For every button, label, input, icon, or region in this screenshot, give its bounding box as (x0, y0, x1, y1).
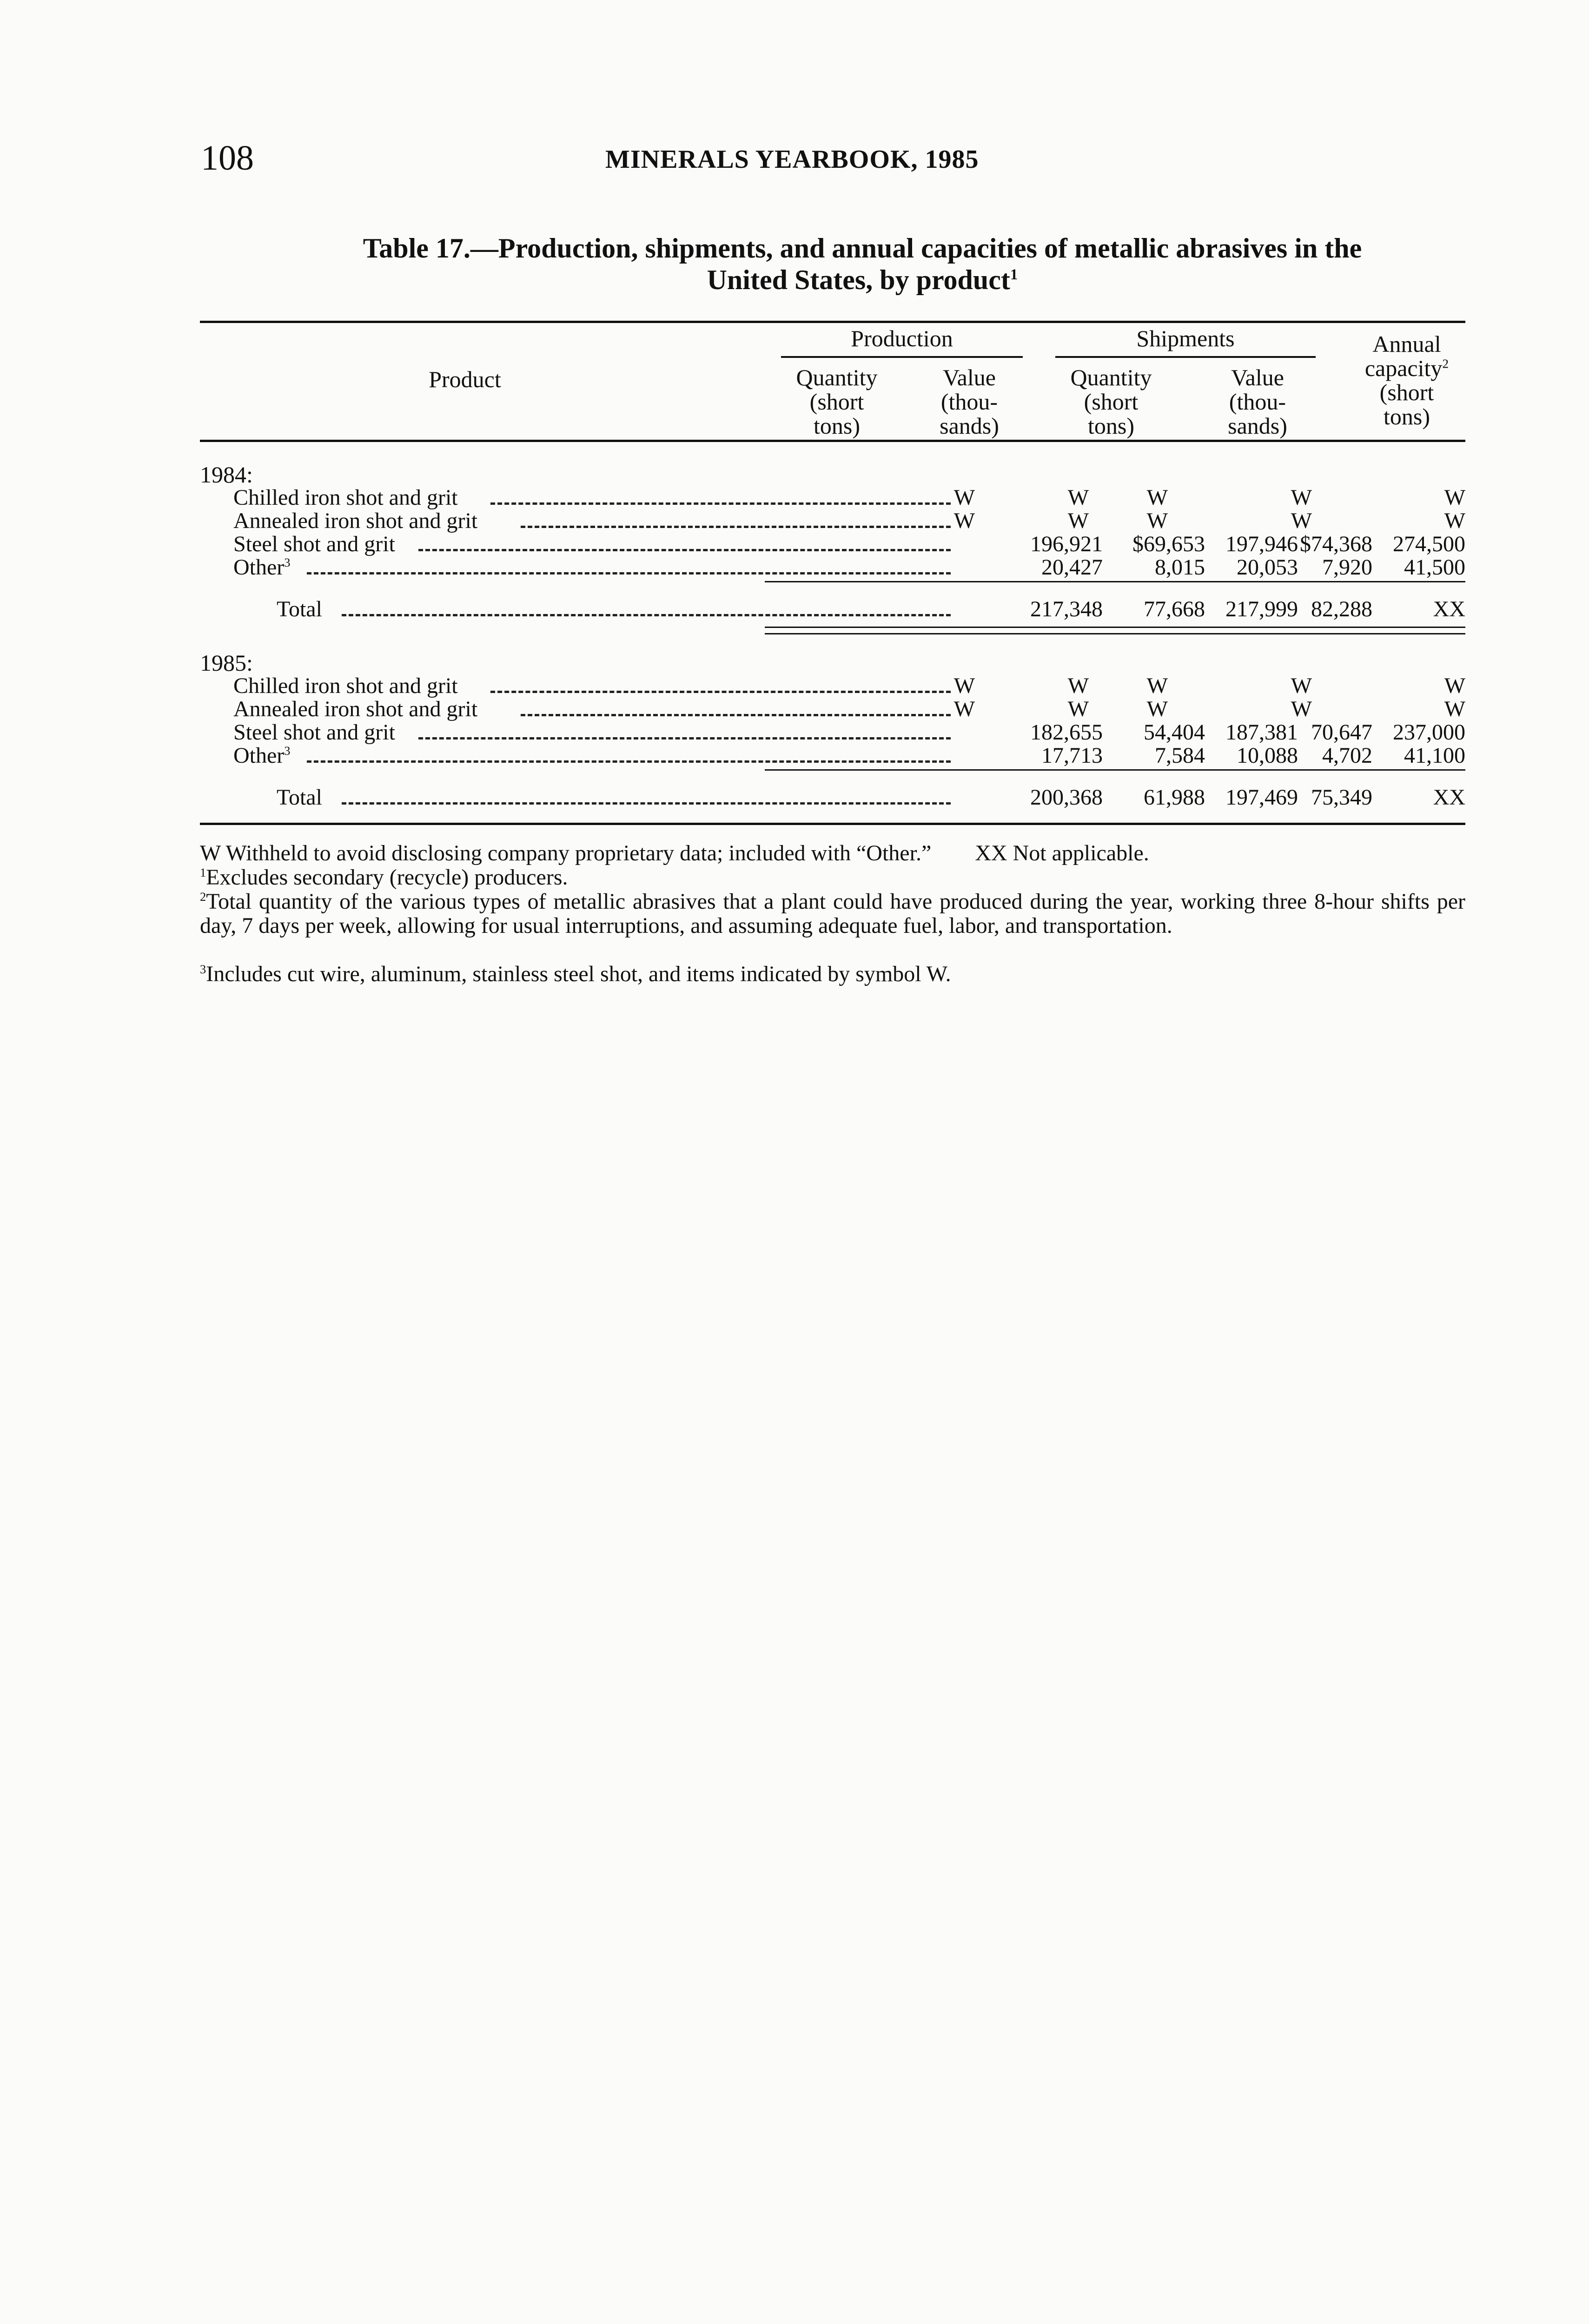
footnote-1-mark: 1 (200, 865, 206, 879)
cell-annual-capacity: W (1444, 673, 1465, 698)
cell-annual-capacity: 41,500 (1404, 555, 1465, 580)
running-title: MINERALS YEARBOOK, 1985 (605, 145, 979, 174)
footnote-w (200, 841, 1149, 865)
cell-shipments-value: W (1291, 485, 1312, 510)
header-line: sands) (1228, 413, 1287, 439)
total-double-rule-top (765, 627, 1465, 628)
footnote-2-text: Total quantity of the various types of metallic abrasives that a plant could have produced during the year, working three 8-hour shifts per day, 7 days per week, allowing for usual interruptions, and assuming adequate fuel, labor, and transportation. (200, 889, 1465, 938)
cell-shipments-value: W (1291, 508, 1312, 533)
cell-shipments-quantity: 187,381 (1225, 720, 1298, 745)
table-top-rule (200, 321, 1465, 323)
cell-annual-capacity: 237,000 (1393, 720, 1465, 745)
header-line: Quantity (796, 364, 878, 390)
cell-shipments-quantity: 217,999 (1225, 597, 1298, 621)
dot-leader (521, 526, 951, 528)
header-shipments: Shipments (1136, 325, 1235, 351)
row-label-wrap (233, 744, 291, 768)
total-double-rule-bottom (765, 633, 1465, 634)
footnote-3-mark: 3 (200, 962, 206, 976)
cell-production-quantity: 182,655 (1030, 720, 1103, 745)
cell-production-quantity: W (953, 697, 975, 721)
cell-annual-capacity: 274,500 (1393, 532, 1465, 556)
cell-annual-capacity: XX (1433, 597, 1465, 621)
header-bottom-rule (200, 440, 1465, 442)
header-line: (short (1084, 389, 1139, 415)
header-line: (thou- (940, 389, 998, 415)
row-label: Steel shot and grit (233, 720, 395, 745)
cell-shipments-value: 7,920 (1322, 555, 1372, 580)
cell-shipments-value: $74,368 (1300, 532, 1372, 556)
table-title-footnote-mark: 1 (1010, 266, 1018, 283)
header-line-text: capacity (1364, 355, 1443, 381)
cell-production-quantity: W (953, 673, 975, 698)
cell-production-quantity: 20,427 (1041, 555, 1103, 580)
dot-leader (342, 614, 951, 616)
header-product: Product (429, 366, 501, 392)
dot-leader (418, 737, 951, 739)
footnote-2 (200, 890, 1465, 938)
cell-annual-capacity: W (1444, 508, 1465, 533)
cell-shipments-quantity: 197,469 (1225, 785, 1298, 810)
header-line: Value (943, 364, 996, 390)
table-title (232, 232, 1492, 296)
cell-shipments-value: 82,288 (1311, 597, 1372, 621)
cell-annual-capacity: XX (1433, 785, 1465, 810)
header-line: (short (1379, 379, 1434, 405)
footnote-1-text: Excludes secondary (recycle) producers. (206, 865, 568, 890)
cell-production-value: $69,653 (1132, 532, 1205, 556)
table-row (200, 674, 1465, 698)
cell-shipments-value: 70,647 (1311, 720, 1372, 745)
table-title-line1: Table 17.—Production, shipments, and annual capacities of metallic abrasives in the (363, 233, 1362, 264)
header-line: Value (1231, 364, 1284, 390)
cell-shipments-value: W (1291, 673, 1312, 698)
dot-leader (307, 760, 951, 763)
cell-production-quantity: W (953, 485, 975, 510)
cell-production-quantity: 217,348 (1030, 597, 1103, 621)
header-line: (short (809, 389, 864, 415)
cell-production-value: 77,668 (1144, 597, 1205, 621)
footnote-w-text: W Withheld to avoid disclosing company proprietary data; included with “Other.” (200, 841, 932, 865)
header-line: Quantity (1070, 364, 1152, 390)
row-label: Annealed iron shot and grit (233, 508, 478, 533)
cell-production-value: W (1067, 697, 1089, 721)
header-shipments-quantity (1055, 365, 1167, 438)
cell-shipments-quantity: W (1146, 508, 1168, 533)
section-year: 1985: (200, 650, 253, 676)
dot-leader (521, 714, 951, 716)
cell-production-quantity: 17,713 (1041, 743, 1103, 768)
row-label: Annealed iron shot and grit (233, 697, 478, 721)
row-label: Other (233, 743, 285, 768)
row-footnote-mark: 3 (284, 555, 291, 569)
table-row-total (200, 786, 1465, 810)
page-number: 108 (201, 139, 254, 178)
cell-production-quantity: W (953, 508, 975, 533)
cell-production-value: W (1067, 508, 1089, 533)
cell-annual-capacity: W (1444, 697, 1465, 721)
footnote-2-mark: 2 (200, 890, 206, 904)
cell-shipments-value: 4,702 (1322, 743, 1372, 768)
header-line (1348, 356, 1465, 380)
cell-shipments-value: W (1291, 697, 1312, 721)
row-label: Other (233, 555, 285, 580)
page-header (201, 135, 1084, 191)
table-row (200, 697, 1465, 721)
table-row-total (200, 597, 1465, 621)
header-annual-capacity (1348, 332, 1465, 429)
sum-rule (765, 769, 1465, 771)
cell-production-quantity: 196,921 (1030, 532, 1103, 556)
header-footnote-mark: 2 (1442, 356, 1449, 371)
footnote-3 (200, 962, 951, 986)
header-line: tons) (1384, 403, 1430, 429)
dot-leader (342, 802, 951, 805)
dot-leader (490, 691, 951, 693)
cell-production-value: 7,584 (1155, 743, 1205, 768)
table-title-line2: United States, by product (707, 264, 1010, 295)
cell-shipments-quantity: W (1146, 485, 1168, 510)
cell-production-value: W (1067, 673, 1089, 698)
dot-leader (418, 549, 951, 551)
header-line: Annual (1372, 331, 1441, 357)
footnote-xx-text: XX Not applicable. (975, 841, 1149, 865)
row-label: Total (277, 785, 322, 810)
row-label: Total (277, 597, 322, 621)
footnote-3-text: Includes cut wire, aluminum, stainless steel shot, and items indicated by symbol W. (206, 962, 951, 986)
header-line: tons) (1088, 413, 1134, 439)
cell-production-value: 54,404 (1144, 720, 1205, 745)
section-year: 1984: (200, 462, 253, 488)
header-production-value (916, 365, 1023, 438)
table-bottom-rule (200, 823, 1465, 825)
header-line: sands) (940, 413, 999, 439)
cell-annual-capacity: 41,100 (1404, 743, 1465, 768)
header-production-quantity (781, 365, 893, 438)
table-row (200, 555, 1465, 580)
table-row (200, 509, 1465, 533)
cell-shipments-quantity: W (1146, 673, 1168, 698)
row-footnote-mark: 3 (284, 744, 291, 758)
cell-annual-capacity: W (1444, 485, 1465, 510)
footnote-1 (200, 865, 568, 890)
header-line: (thou- (1229, 389, 1286, 415)
dot-leader (490, 502, 951, 505)
cell-production-value: 8,015 (1155, 555, 1205, 580)
cell-shipments-quantity: W (1146, 697, 1168, 721)
cell-production-value: W (1067, 485, 1089, 510)
row-label: Chilled iron shot and grit (233, 485, 458, 510)
cell-shipments-quantity: 10,088 (1237, 743, 1298, 768)
header-shipments-rule (1055, 356, 1316, 358)
header-production: Production (851, 325, 953, 351)
header-shipments-value (1199, 365, 1316, 438)
header-line: tons) (814, 413, 860, 439)
header-production-rule (781, 356, 1023, 358)
row-label: Chilled iron shot and grit (233, 673, 458, 698)
table-title-line2-wrap (232, 264, 1492, 296)
dot-leader (307, 572, 951, 574)
table-row (200, 720, 1465, 745)
cell-shipments-quantity: 20,053 (1237, 555, 1298, 580)
cell-production-value: 61,988 (1144, 785, 1205, 810)
table-row (200, 532, 1465, 556)
sum-rule (765, 581, 1465, 582)
row-label-wrap (233, 555, 291, 580)
cell-production-quantity: 200,368 (1030, 785, 1103, 810)
cell-shipments-value: 75,349 (1311, 785, 1372, 810)
table-row (200, 486, 1465, 510)
row-label: Steel shot and grit (233, 532, 395, 556)
table-row (200, 744, 1465, 768)
cell-shipments-quantity: 197,946 (1225, 532, 1298, 556)
